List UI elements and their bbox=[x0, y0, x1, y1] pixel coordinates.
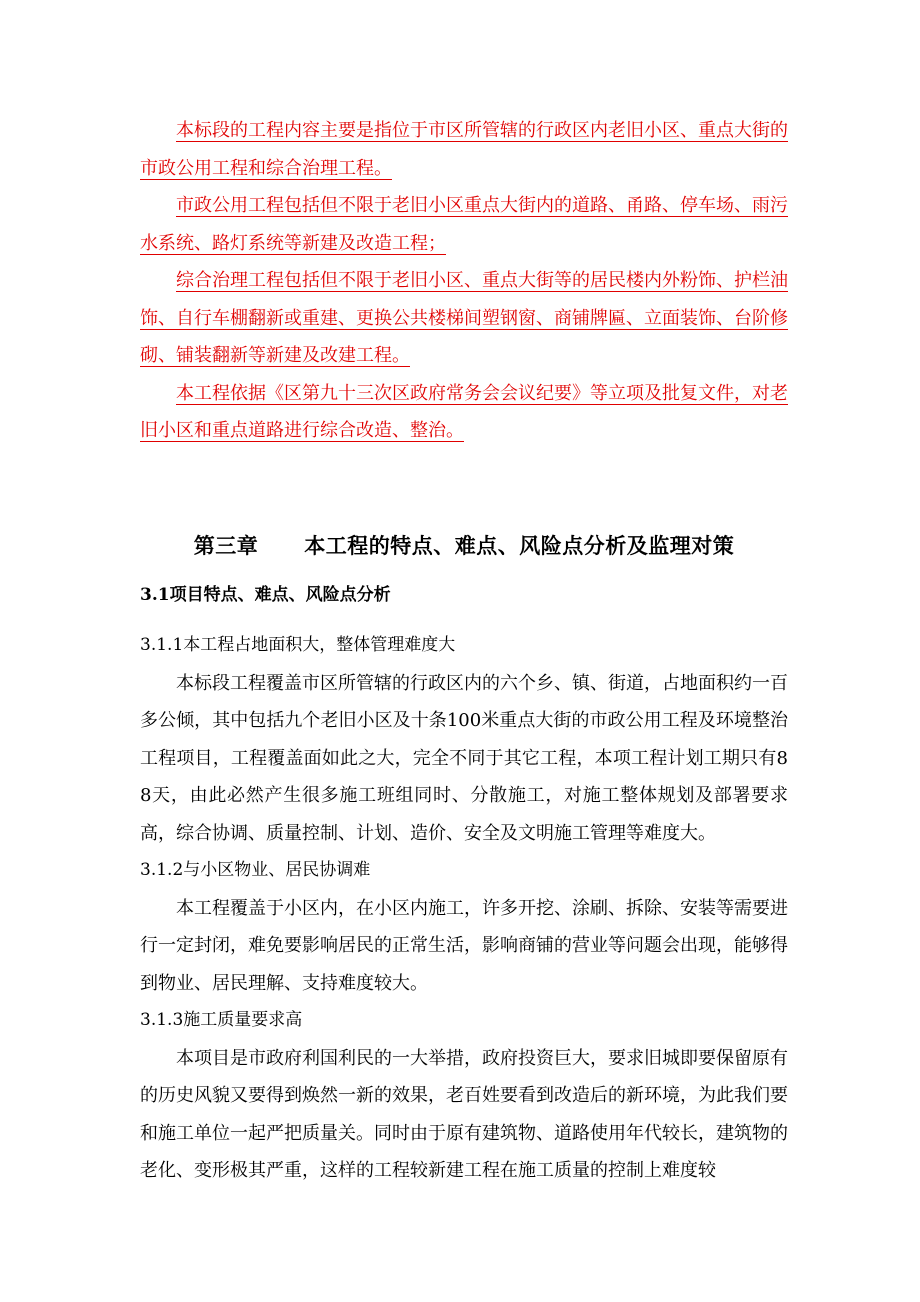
subsection-body-1: 本标段工程覆盖市区所管辖的行政区内的六个乡、镇、街道，占地面积约一百多公倾，其中包括九个老旧小区及十条100米重点大街的市政公用工程及环境整治工程项目，工程覆盖面如此之大，完全不同于其它工程，本项工程计划工期只有88天，由此必然产生很多施工班组同时、分散施工，对施工整体规划及部署要求高，综合协调、质量控制、计划、造价、安全及文明施工管理等难度大。 bbox=[140, 672, 788, 844]
chapter-name: 本工程的特点、难点、风险点分析及监理对策 bbox=[304, 533, 735, 558]
subsection-heading-1: 3.1.1本工程占地面积大，整体管理难度大 bbox=[140, 635, 456, 655]
subsection-body-3: 本项目是市政府利国利民的一大举措，政府投资巨大，要求旧城即要保留原有的历史风貌又要得到焕然一新的效果，老百姓要看到改造后的新环境，为此我们要和施工单位一起严把质量关。同时由于原有建筑物、道路使用年代较长，建筑物的老化、变形极其严重，这样的工程较新建工程在施工质量的控制上难度较 bbox=[140, 1047, 788, 1181]
intro-paragraph-2: 市政公用工程包括但不限于老旧小区重点大街内的道路、甬路、停车场、雨污水系统、路灯系统等新建及改造工程； bbox=[140, 195, 788, 254]
chapter-number: 第三章 bbox=[193, 533, 259, 558]
intro-paragraph-3: 综合治理工程包括但不限于老旧小区、重点大街等的居民楼内外粉饰、护栏油饰、自行车棚翻新或重建、更换公共楼梯间塑钢窗、商铺牌匾、立面装饰、台阶修砌、铺装翻新等新建及改建工程。 bbox=[140, 270, 788, 366]
intro-paragraph-4: 本工程依据《区第九十三次区政府常务会会议纪要》等立项及批复文件，对老旧小区和重点道路进行综合改造、整治。 bbox=[140, 382, 788, 441]
chapter-title bbox=[140, 530, 788, 560]
subsection-body-2: 本工程覆盖于小区内，在小区内施工，许多开挖、涂刷、拆除、安装等需要进行一定封闭，难免要影响居民的正常生活，影响商铺的营业等问题会出现，能够得到物业、居民理解、支持难度较大。 bbox=[140, 897, 788, 994]
subsection-heading-2: 3.1.2与小区物业、居民协调难 bbox=[140, 860, 371, 880]
intro-section bbox=[140, 112, 788, 450]
section-heading: 3.1项目特点、难点、风险点分析 bbox=[140, 585, 391, 605]
intro-paragraph-1: 本标段的工程内容主要是指位于市区所管辖的行政区内老旧小区、重点大街的市政公用工程和综合治理工程。 bbox=[140, 120, 788, 179]
subsections-container bbox=[140, 627, 788, 1190]
subsection-heading-3: 3.1.3施工质量要求高 bbox=[140, 1010, 303, 1030]
